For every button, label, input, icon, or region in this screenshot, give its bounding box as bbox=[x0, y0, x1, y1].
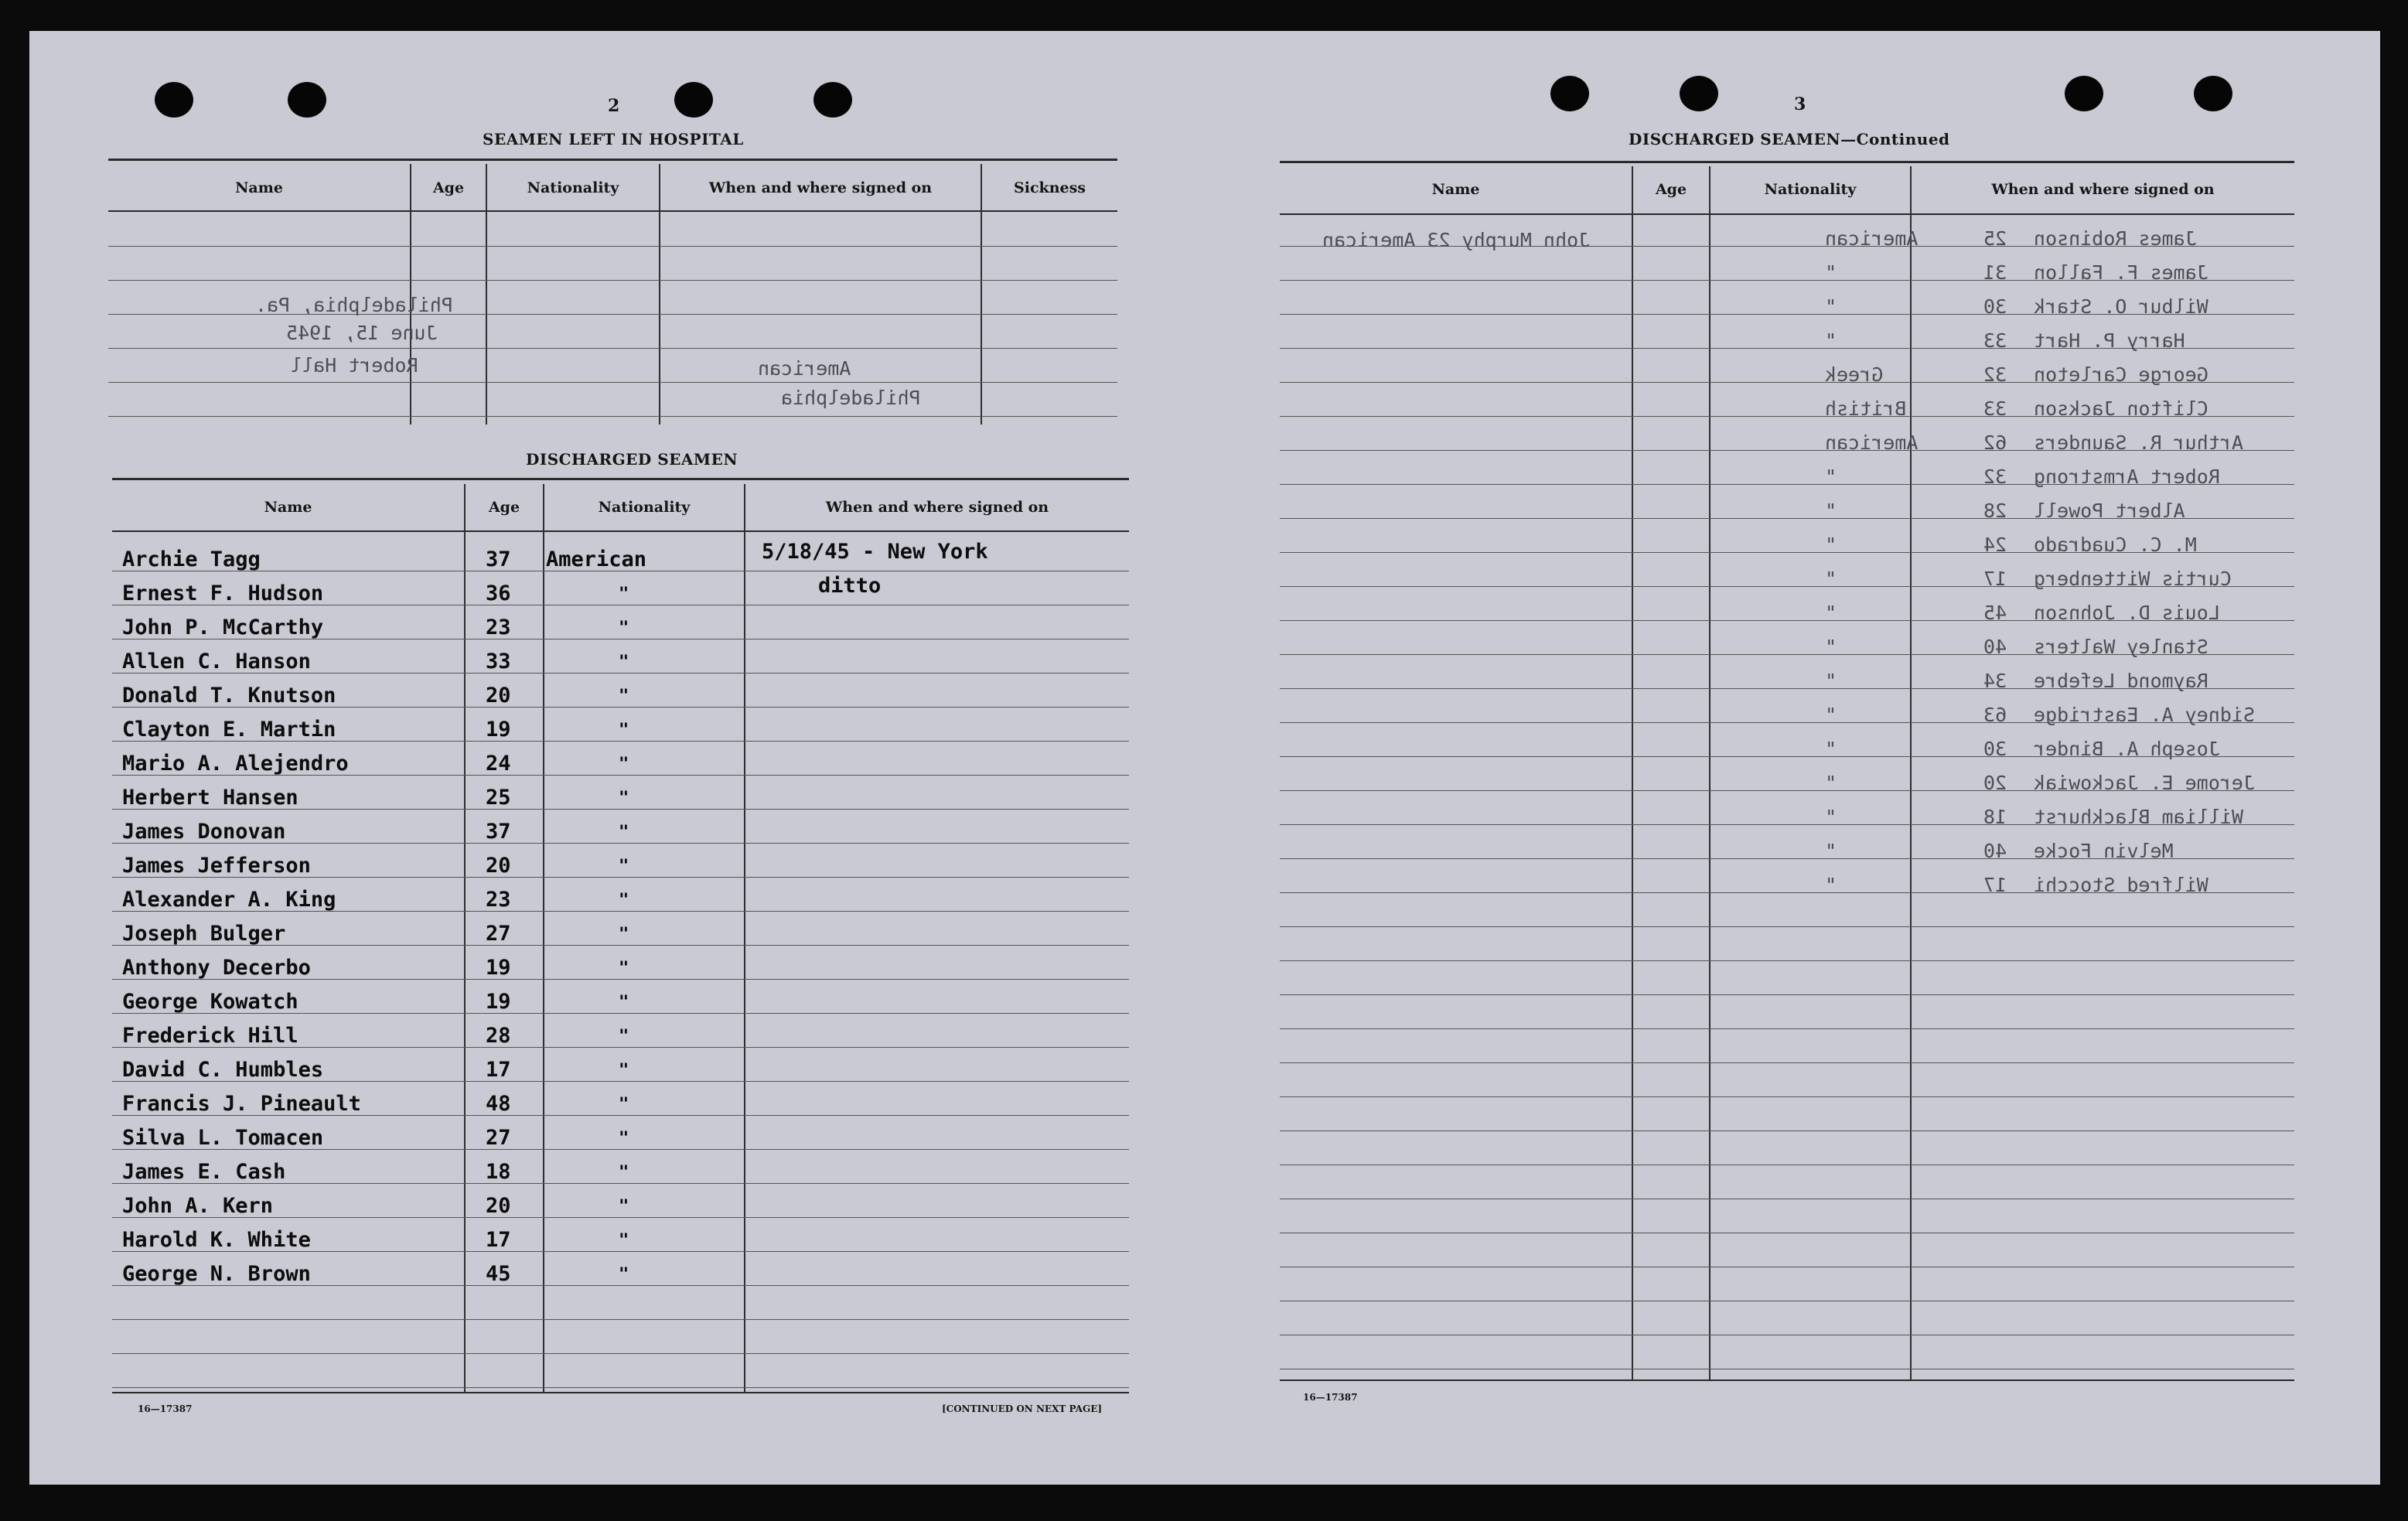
discharged-top-rule bbox=[112, 478, 1129, 480]
bleed-through-nationality: " bbox=[1825, 329, 1837, 352]
bleed-through-nationality: " bbox=[1825, 295, 1837, 318]
column-divider bbox=[464, 484, 466, 1393]
bleed-through-name: Clifton Jackson bbox=[2034, 397, 2208, 420]
seaman-signed-on: ditto bbox=[818, 574, 882, 598]
column-divider bbox=[744, 484, 745, 1393]
table-row-line bbox=[1280, 1096, 2294, 1097]
ditto-mark: " bbox=[619, 1095, 629, 1114]
ditto-mark: " bbox=[619, 925, 629, 944]
seaman-name: James Jefferson bbox=[122, 854, 311, 878]
ditto-mark: " bbox=[619, 1061, 629, 1080]
bleed-through-text: Philadelphia, Pa. bbox=[255, 294, 453, 316]
table-row-line bbox=[1280, 960, 2294, 961]
bleed-through-age: 28 bbox=[1983, 500, 2007, 522]
right-top-rule bbox=[1280, 161, 2294, 163]
bleed-through-name: Wilfred Stocchi bbox=[2034, 874, 2208, 896]
seaman-name: George Kowatch bbox=[122, 990, 298, 1014]
column-divider bbox=[543, 484, 544, 1393]
bleed-through-age: 30 bbox=[1983, 295, 2007, 318]
bleed-through-name: Jerome E. Jackowiak bbox=[2034, 772, 2255, 794]
ditto-mark: " bbox=[619, 959, 629, 978]
bleed-through-name: James F. Fallon bbox=[2034, 261, 2208, 284]
seaman-name: Harold K. White bbox=[122, 1228, 311, 1252]
punch-hole bbox=[1680, 76, 1718, 111]
bleed-through-name: Sidney A. Eastridge bbox=[2034, 704, 2255, 726]
bleed-through-nationality: " bbox=[1825, 738, 1837, 760]
ditto-mark: " bbox=[619, 891, 629, 910]
left-form-number: 16—17387 bbox=[138, 1403, 193, 1414]
seaman-name: Alexander A. King bbox=[122, 888, 336, 912]
hospital-header-signed-on: When and where signed on bbox=[708, 179, 933, 196]
bleed-through-text: John Murphy 23 American bbox=[1322, 229, 1591, 251]
ditto-mark: " bbox=[619, 857, 629, 876]
bleed-through-nationality: " bbox=[1825, 772, 1837, 794]
seaman-name: Anthony Decerbo bbox=[122, 956, 311, 980]
continued-note: [CONTINUED ON NEXT PAGE] bbox=[942, 1403, 1103, 1414]
bleed-through-name: Melvin Focke bbox=[2034, 840, 2174, 862]
table-row-line bbox=[108, 246, 1117, 247]
seaman-name: Francis J. Pineault bbox=[122, 1092, 361, 1116]
bleed-through-name: Curtis Wittenberg bbox=[2034, 568, 2232, 590]
bleed-through-age: 24 bbox=[1983, 534, 2007, 556]
ditto-mark: " bbox=[619, 1163, 629, 1182]
bleed-through-name: Wilbur O. Stark bbox=[2034, 295, 2208, 318]
seaman-age: 33 bbox=[486, 650, 511, 674]
seaman-name: David C. Humbles bbox=[122, 1058, 324, 1082]
seaman-age: 19 bbox=[486, 956, 511, 980]
bleed-through-nationality: " bbox=[1825, 806, 1837, 828]
seaman-name: Ernest F. Hudson bbox=[122, 581, 324, 605]
table-row-line bbox=[108, 348, 1117, 349]
seaman-name: Mario A. Alejendro bbox=[122, 752, 349, 776]
bleed-through-name: William Blackhurst bbox=[2034, 806, 2243, 828]
table-row-line bbox=[1280, 926, 2294, 927]
seaman-age: 18 bbox=[486, 1160, 511, 1184]
seaman-age: 25 bbox=[486, 786, 511, 810]
bleed-through-age: 40 bbox=[1983, 840, 2007, 862]
bleed-through-name: M. C. Cuadrado bbox=[2034, 534, 2197, 556]
table-row-line bbox=[1280, 1062, 2294, 1063]
left-bottom-rule bbox=[112, 1392, 1129, 1393]
hospital-section-title: SEAMEN LEFT IN HOSPITAL bbox=[483, 130, 744, 148]
bleed-through-age: 18 bbox=[1983, 806, 2007, 828]
discharged-section-title: DISCHARGED SEAMEN bbox=[526, 450, 738, 469]
right-section-title bbox=[1629, 130, 1950, 148]
seaman-age: 27 bbox=[486, 922, 511, 946]
discharged-header-rule bbox=[112, 530, 1129, 532]
seaman-age: 19 bbox=[486, 718, 511, 742]
bleed-through-nationality: " bbox=[1825, 568, 1837, 590]
seaman-name: John P. McCarthy bbox=[122, 616, 324, 639]
seaman-name: Joseph Bulger bbox=[122, 922, 286, 946]
seaman-age: 45 bbox=[486, 1262, 511, 1286]
discharged-header-nationality: Nationality bbox=[598, 499, 691, 516]
seaman-age: 23 bbox=[486, 888, 511, 912]
bleed-through-name: Arthur R. Saunders bbox=[2034, 431, 2243, 454]
bleed-through-nationality: American bbox=[1825, 227, 1919, 250]
column-divider bbox=[981, 164, 982, 425]
seaman-age: 20 bbox=[486, 854, 511, 878]
right-header-nationality: Nationality bbox=[1764, 181, 1857, 198]
discharged-header-signed-on: When and where signed on bbox=[825, 499, 1049, 516]
seaman-age: 19 bbox=[486, 990, 511, 1014]
punch-hole bbox=[674, 82, 713, 118]
seaman-age: 24 bbox=[486, 752, 511, 776]
hospital-header-name: Name bbox=[235, 179, 283, 196]
bleed-through-nationality: " bbox=[1825, 466, 1837, 488]
seaman-age: 20 bbox=[486, 1194, 511, 1218]
table-row-line bbox=[112, 1387, 1129, 1388]
ditto-mark: " bbox=[619, 1129, 629, 1148]
seaman-name: Silva L. Tomacen bbox=[122, 1126, 324, 1150]
seaman-age: 36 bbox=[486, 581, 511, 605]
ditto-mark: " bbox=[619, 789, 629, 808]
bleed-through-name: Harry P. Hart bbox=[2034, 329, 2185, 352]
punch-hole bbox=[2194, 76, 2232, 111]
bleed-through-age: 25 bbox=[1983, 227, 2007, 250]
left-page-number: 2 bbox=[608, 96, 620, 116]
seaman-name: Archie Tagg bbox=[122, 547, 261, 571]
bleed-through-nationality: Greek bbox=[1825, 363, 1884, 386]
table-row-line bbox=[108, 382, 1117, 383]
bleed-through-name: Raymond Lefebre bbox=[2034, 670, 2208, 692]
right-header-age: Age bbox=[1655, 181, 1687, 198]
seaman-name: Frederick Hill bbox=[122, 1024, 298, 1048]
ditto-mark: " bbox=[619, 993, 629, 1012]
table-row-line bbox=[1280, 1028, 2294, 1029]
seaman-age: 28 bbox=[486, 1024, 511, 1048]
bleed-through-text: June 15, 1945 bbox=[286, 322, 438, 344]
column-divider bbox=[659, 164, 660, 425]
ditto-mark: " bbox=[619, 687, 629, 706]
discharged-header-name: Name bbox=[264, 499, 312, 516]
ditto-mark: " bbox=[619, 1197, 629, 1216]
right-section-title-main: DISCHARGED SEAMEN bbox=[1629, 130, 1841, 148]
bleed-through-age: 34 bbox=[1983, 670, 2007, 692]
bleed-through-nationality: American bbox=[1825, 431, 1919, 454]
ditto-mark: " bbox=[619, 755, 629, 774]
table-row-line bbox=[1280, 994, 2294, 995]
punch-hole bbox=[288, 82, 326, 118]
bleed-through-name: James Robinson bbox=[2034, 227, 2197, 250]
right-form-number: 16—17387 bbox=[1303, 1392, 1358, 1403]
seaman-nationality: American bbox=[546, 547, 647, 571]
bleed-through-age: 33 bbox=[1983, 397, 2007, 420]
bleed-through-age: 32 bbox=[1983, 363, 2007, 386]
bleed-through-age: 40 bbox=[1983, 636, 2007, 658]
hospital-header-nationality: Nationality bbox=[527, 179, 619, 196]
ditto-mark: " bbox=[619, 1231, 629, 1250]
hospital-header-rule bbox=[108, 210, 1117, 212]
right-header-rule bbox=[1280, 213, 2294, 215]
seaman-age: 37 bbox=[486, 547, 511, 571]
bleed-through-age: 31 bbox=[1983, 261, 2007, 284]
table-row-line bbox=[112, 1353, 1129, 1354]
ditto-mark: " bbox=[619, 721, 629, 740]
seaman-signed-on: 5/18/45 - New York bbox=[762, 540, 988, 564]
seaman-name: Herbert Hansen bbox=[122, 786, 298, 810]
bleed-through-age: 63 bbox=[1983, 704, 2007, 726]
table-row-line bbox=[112, 1319, 1129, 1320]
bleed-through-age: 32 bbox=[1983, 466, 2007, 488]
bleed-through-nationality: " bbox=[1825, 636, 1837, 658]
table-row-line bbox=[108, 280, 1117, 281]
bleed-through-nationality: " bbox=[1825, 704, 1837, 726]
punch-hole bbox=[1550, 76, 1589, 111]
bleed-through-text: Philadelphia bbox=[781, 387, 921, 409]
bleed-through-age: 62 bbox=[1983, 431, 2007, 454]
hospital-top-rule bbox=[108, 159, 1117, 161]
ditto-mark: " bbox=[619, 1027, 629, 1046]
bleed-through-nationality: " bbox=[1825, 261, 1837, 284]
seaman-name: Clayton E. Martin bbox=[122, 718, 336, 742]
seaman-age: 37 bbox=[486, 820, 511, 844]
seaman-age: 23 bbox=[486, 616, 511, 639]
ditto-mark: " bbox=[619, 653, 629, 672]
bleed-through-nationality: " bbox=[1825, 534, 1837, 556]
ditto-mark: " bbox=[619, 619, 629, 638]
bleed-through-age: 45 bbox=[1983, 602, 2007, 624]
right-bottom-rule bbox=[1280, 1379, 2294, 1381]
bleed-through-nationality: " bbox=[1825, 840, 1837, 862]
bleed-through-age: 17 bbox=[1983, 874, 2007, 896]
bleed-through-name: Louis D. Johnson bbox=[2034, 602, 2220, 624]
punch-hole bbox=[813, 82, 852, 118]
bleed-through-name: Robert Armstrong bbox=[2034, 466, 2220, 488]
bleed-through-text: Robert Hall bbox=[290, 354, 418, 377]
discharged-header-age: Age bbox=[488, 499, 520, 516]
ditto-mark: " bbox=[619, 585, 629, 604]
right-header-name: Name bbox=[1431, 181, 1480, 198]
seaman-name: James E. Cash bbox=[122, 1160, 286, 1184]
bleed-through-age: 20 bbox=[1983, 772, 2007, 794]
bleed-through-text: American bbox=[758, 357, 851, 380]
punch-hole bbox=[155, 82, 193, 118]
column-divider bbox=[486, 164, 487, 425]
bleed-through-name: Joseph A. Binder bbox=[2034, 738, 2220, 760]
seaman-name: James Donovan bbox=[122, 820, 286, 844]
seaman-age: 17 bbox=[486, 1228, 511, 1252]
punch-hole bbox=[2065, 76, 2103, 111]
bleed-through-age: 30 bbox=[1983, 738, 2007, 760]
bleed-through-age: 33 bbox=[1983, 329, 2007, 352]
right-header-signed-on: When and where signed on bbox=[1991, 181, 2215, 198]
bleed-through-age: 17 bbox=[1983, 568, 2007, 590]
bleed-through-nationality: " bbox=[1825, 602, 1837, 624]
seaman-name: George N. Brown bbox=[122, 1262, 311, 1286]
seaman-age: 48 bbox=[486, 1092, 511, 1116]
bleed-through-nationality: British bbox=[1825, 397, 1907, 420]
bleed-through-name: George Carleton bbox=[2034, 363, 2208, 386]
ditto-mark: " bbox=[619, 1265, 629, 1284]
ditto-mark: " bbox=[619, 823, 629, 842]
seaman-age: 27 bbox=[486, 1126, 511, 1150]
bleed-through-nationality: " bbox=[1825, 500, 1837, 522]
hospital-header-age: Age bbox=[432, 179, 465, 196]
seaman-name: John A. Kern bbox=[122, 1194, 274, 1218]
hospital-header-sickness: Sickness bbox=[1014, 179, 1086, 196]
right-section-title-suffix: —Continued bbox=[1840, 130, 1950, 148]
right-page-number: 3 bbox=[1794, 94, 1806, 114]
seaman-name: Allen C. Hanson bbox=[122, 650, 311, 674]
seaman-age: 17 bbox=[486, 1058, 511, 1082]
bleed-through-name: Stanley Walters bbox=[2034, 636, 2208, 658]
table-row-line bbox=[108, 416, 1117, 417]
bleed-through-name: Albert Powell bbox=[2034, 500, 2185, 522]
seaman-age: 20 bbox=[486, 684, 511, 708]
bleed-through-nationality: " bbox=[1825, 874, 1837, 896]
seaman-name: Donald T. Knutson bbox=[122, 684, 336, 708]
bleed-through-nationality: " bbox=[1825, 670, 1837, 692]
